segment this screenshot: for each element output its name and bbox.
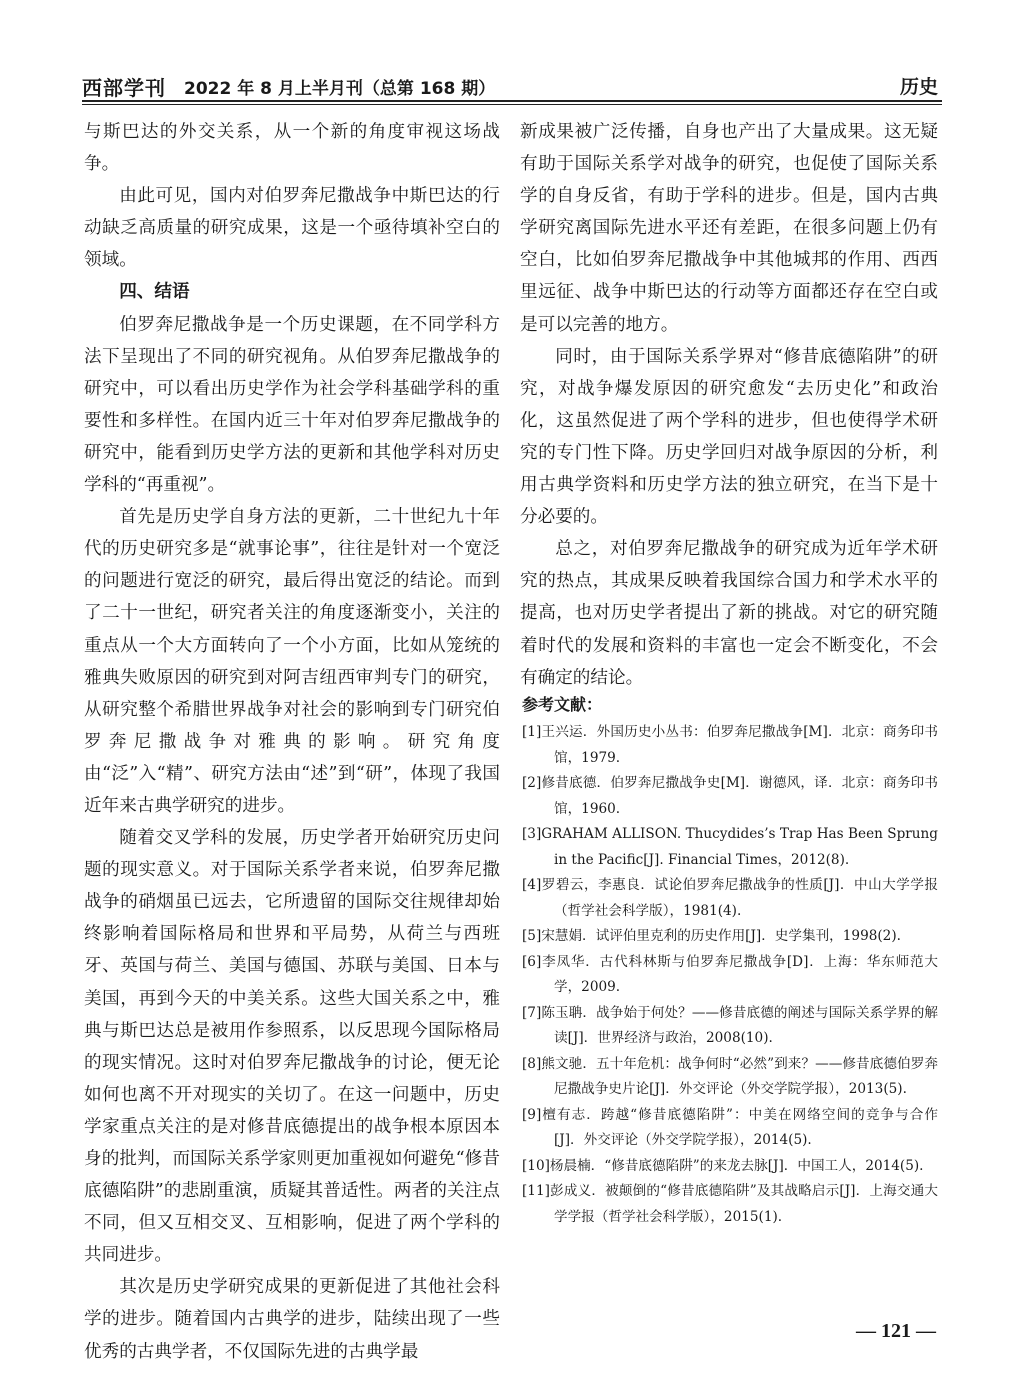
issue-info: 2022 年 8 月上半月刊（总第 168 期） — [184, 79, 496, 99]
page-header — [82, 66, 942, 100]
header-rule-thin — [82, 104, 942, 105]
paragraph: 由此可见，国内对伯罗奔尼撒战争中斯巴达的行动缺乏高质量的研究成果，这是一个亟待填补空白的领域。 — [84, 186, 500, 271]
paragraph: 随着交叉学科的发展，历史学者开始研究历史问题的现实意义。对于国际关系学者来说，伯罗奔尼撒战争的硝烟虽已远去，它所遗留的国际交往规律却始终影响着国际格局和世界和平局势，从荷兰与西班牙、英国与荷兰、美国与德国、苏联与美国、日本与美国，再到今天的中美关系。这些大国关系之中，雅典与斯巴达总是被用作参照系，以反思现今国际格局的现实情况。这时对伯罗奔尼撒战争的讨论，便无论如何也离不开对现实的关切了。在这一问题中，历史学家重点关注的是对修昔底德提出的战争根本原因本身的批判，而国际关系学家则更加重视如何避免“修昔底德陷阱”的悲剧重演，质疑其普适性。两者的关注点不同，但又互相交叉、互相影响，促进了两个学科的共同进步。 — [84, 828, 500, 1266]
header-rule-thick — [82, 100, 942, 102]
left-column — [84, 116, 500, 1368]
paragraph: 新成果被广泛传播，自身也产出了大量成果。这无疑有助于国际关系学对战争的研究，也促使了国际关系学的自身反省，有助于学科的进步。但是，国内古典学研究离国际先进水平还有差距，在很多问题上仍有空白，比如伯罗奔尼撒战争中其他城邦的作用、西西里远征、战争中斯巴达的行动等方面都还存在空白或是可以完善的地方。 — [520, 122, 938, 335]
paragraph: 首先是历史学自身方法的更新，二十世纪九十年代的历史研究多是“就事论事”，往往是针对一个宽泛的问题进行宽泛的研究，最后得出宽泛的结论。而到了二十一世纪，研究者关注的角度逐渐变小，关注的重点从一个大方面转向了一个小方面，比如从笼统的雅典失败原因的研究到对阿吉纽西审判专门的研究，从研究整个希腊世界战争对社会的影响到专门研究伯罗奔尼撒战争对雅典的影响。研究角度由“泛”入“精”、研究方法由“述”到“研”，体现了我国近年来古典学研究的进步。 — [84, 507, 500, 816]
references-list — [522, 720, 938, 1230]
page-number: — 121 — — [856, 1320, 936, 1342]
section-label: 历史 — [899, 76, 938, 98]
reference-item: [4]罗碧云，李惠良．试论伯罗奔尼撒战争的性质[J]．中山大学学报（哲学社会科学版），1981(4). — [522, 877, 938, 919]
right-column — [520, 116, 938, 694]
reference-item: [9]檀有志．跨越“修昔底德陷阱”：中美在网络空间的竞争与合作[J]．外交评论（外交学院学报），2014(5). — [522, 1106, 938, 1148]
paragraph: 同时，由于国际关系学界对“修昔底德陷阱”的研究，对战争爆发原因的研究愈发“去历史化”和政治化，这虽然促进了两个学科的进步，但也使得学术研究的专门性下降。历史学回归对战争原因的分析，利用古典学资料和历史学方法的独立研究，在当下是十分必要的。 — [520, 346, 938, 528]
paragraph: 伯罗奔尼撒战争是一个历史课题，在不同学科方法下呈现出了不同的研究视角。从伯罗奔尼撒战争的研究中，可以看出历史学作为社会学科基础学科的重要性和多样性。在国内近三十年对伯罗奔尼撒战争的研究中，能看到历史学方法的更新和其他学科对历史学科的“再重视”。 — [84, 314, 500, 496]
reference-item: [8]熊文驰．五十年危机：战争何时“必然”到来？——修昔底德伯罗奔尼撒战争史片论[J]．外交评论（外交学院学报），2013(5). — [522, 1055, 938, 1097]
reference-item: [6]李凤华．古代科林斯与伯罗奔尼撒战争[D]．上海：华东师范大学，2009. — [522, 953, 938, 995]
journal-logo: 西部学刊 — [82, 76, 166, 100]
paragraph: 与斯巴达的外交关系，从一个新的角度审视这场战争。 — [84, 122, 500, 175]
reference-item: [1]王兴运．外国历史小丛书：伯罗奔尼撒战争[M]．北京：商务印书馆，1979. — [522, 724, 938, 766]
reference-item: [2]修昔底德．伯罗奔尼撒战争史[M]．谢德风，译．北京：商务印书馆，1960. — [522, 775, 938, 817]
reference-item: [11]彭成义．被颠倒的“修昔底德陷阱”及其战略启示[J]．上海交通大学学报（哲学社会科学版），2015(1). — [522, 1183, 938, 1225]
references-title: 参考文献： — [522, 695, 603, 714]
reference-item: [10]杨晨楠．“修昔底德陷阱”的来龙去脉[J]．中国工人，2014(5). — [522, 1157, 924, 1174]
reference-item: [7]陈玉聃．战争始于何处？——修昔底德的阐述与国际关系学界的解读[J]．世界经济与政治，2008(10). — [522, 1004, 938, 1046]
paragraph: 总之，对伯罗奔尼撒战争的研究成为近年学术研究的热点，其成果反映着我国综合国力和学术水平的提高，也对历史学者提出了新的挑战。对它的研究随着时代的发展和资料的丰富也一定会不断变化，不会有确定的结论。 — [520, 539, 938, 688]
reference-item: [5]宋慧娟．试评伯里克利的历史作用[J]．史学集刊，1998(2). — [522, 928, 901, 944]
reference-item: [3]GRAHAM ALLISON. Thucydides’s Trap Has Been Sprung in the Pacific[J]. Financial Times，2012(8). — [522, 826, 938, 868]
paragraph: 其次是历史学研究成果的更新促进了其他社会科学的进步。随着国内古典学的进步，陆续出现了一些优秀的古典学者，不仅国际先进的古典学最 — [84, 1277, 500, 1362]
section-heading: 四、结语 — [119, 282, 190, 303]
